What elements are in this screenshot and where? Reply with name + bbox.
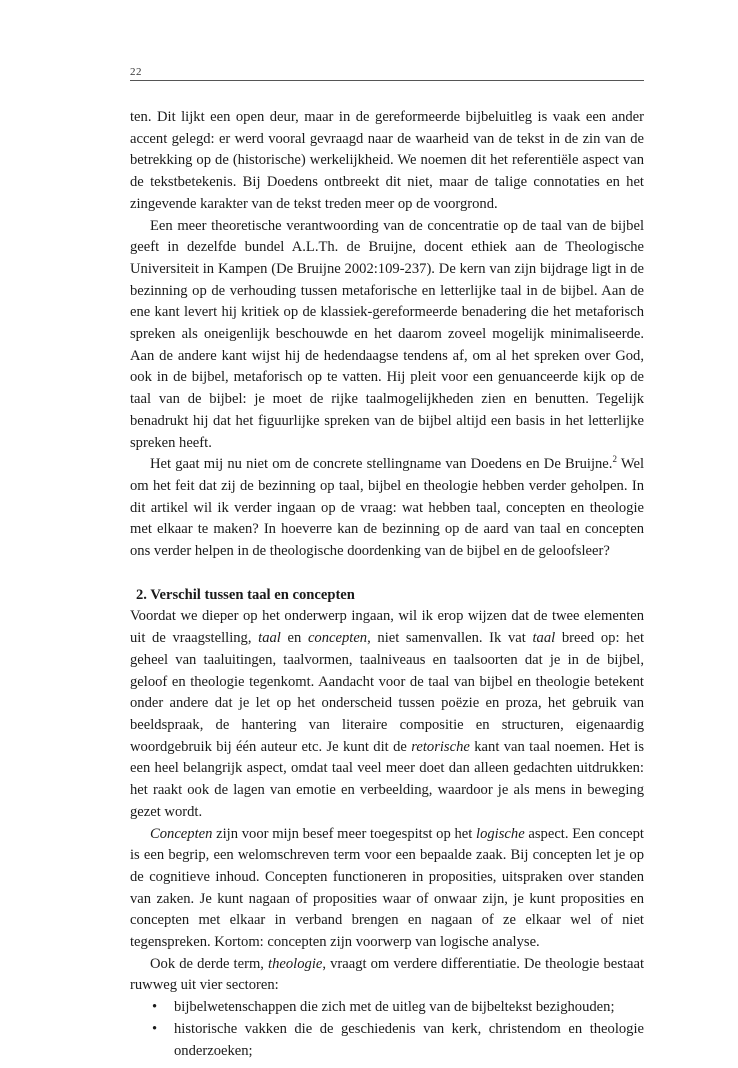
body-text — [130, 107, 644, 1062]
list-item-text: historische vakken die de geschiedenis van kerk, christendom en theologie onderzoeken; — [174, 1020, 644, 1059]
paragraph-1: ten. Dit lijkt een open deur, maar in de gereformeerde bijbeluitleg is vaak een ander accent gelegd: er werd vooral gevraagd naar de waarheid van de tekst in de zin van de betrekking op de (historische) werkelijkheid. We noemen dit het referentiële aspect van de tekstbetekenis. Bij Doedens ontbreekt dit niet, maar de talige connotaties en het zingevende karakter van de tekst treden meer op de voorgrond. — [130, 109, 644, 212]
page-number: 22 — [130, 66, 142, 78]
term-theologie: theologie — [268, 955, 323, 972]
term-taal: taal — [258, 630, 281, 647]
term-taal-2: taal — [532, 630, 556, 647]
term-concepten-2: Concepten — [150, 825, 213, 842]
sector-list — [130, 997, 644, 1062]
paragraph-3-text: Het gaat mij nu niet om de concrete stellingname van Doedens en De Bruijne. — [150, 456, 613, 473]
list-item-text: bijbelwetenschappen die zich met de uitleg van de bijbeltekst bezighouden; — [174, 999, 615, 1016]
paragraph-3-rest: Wel om het feit dat zij de bezinning op taal, bijbel en theologie hebben verder geholpen. In dit artikel wil ik verder ingaan op de vraag: wat hebben taal, concepten en theologie met elkaar te maken? In hoeverre kan de bezinning op de aard van taal en concepten ons verder helpen in de theologische doordenking van de bijbel en de geloofsleer? — [130, 456, 644, 560]
bullet-icon: • — [152, 1020, 158, 1037]
list-item — [130, 997, 644, 1019]
paragraph-6-part-a: Ook de derde term, — [150, 955, 264, 972]
list-item — [130, 1019, 644, 1062]
paragraph-4-part-a: Voordat we dieper op het onderwerp ingaan, wil ik erop wijzen dat de twee elementen uit de vraagstelling, — [130, 608, 644, 647]
paragraph-5 — [130, 824, 644, 954]
paragraph-5-part-b: aspect. Een concept is een begrip, een welomschreven term voor een bepaalde zaak. Bij concepten let je op de cognitieve inhoud. Concepten functioneren in proposities, uitspraken over standen van zaken. Je kunt nagaan of proposities waar of onwaar zijn, je kunt proposities en concepten met elkaar in verband brengen en nagaan of ze elkaar wel of niet tegenspreken. Kortom: concepten zijn voorwerp van logische analyse. — [130, 825, 644, 951]
paragraph-6 — [130, 954, 644, 997]
term-concepten: concepten — [307, 630, 368, 647]
paragraph-6-part-b: , vraagt om verdere differentiatie. De theologie bestaat ruwweg uit vier sectoren: — [130, 955, 644, 994]
paragraph-4-part-b: , niet samenvallen. Ik vat — [367, 630, 526, 647]
paragraph-4 — [130, 606, 644, 823]
section-heading: 2. Verschil tussen taal en concepten — [136, 586, 355, 603]
paragraph-3 — [130, 454, 644, 563]
bullet-icon: • — [152, 999, 158, 1016]
paragraph-4-part-c: breed op: het geheel van taaluitingen, taalvormen, taalniveaus en taalsoorten dat je in de bijbel, geloof en theologie tegenkomt. Aandacht voor de taal van bijbel en theologie betekent onder andere dat je let op het onderscheid tussen poëzie en proza, het gebruik van beeldspraak, de hantering van literaire compositie en structuren, eigenaardig woordgebruik bij één auteur etc. Je kunt dit de — [130, 630, 645, 755]
paragraph-4-part-d: kant van taal noemen. Het is een heel belangrijk aspect, omdat taal veel meer doet dan alleen gedachten uitdrukken: het raakt ook de lagen van emotie en verbeelding, waardoor je als mens in beweging gezet wordt. — [130, 738, 644, 820]
paragraph-4-en: en — [287, 630, 302, 647]
footnote-marker[interactable]: 2 — [612, 454, 617, 465]
term-retorische: retorische — [411, 738, 470, 755]
paragraph-2: Een meer theoretische verantwoording van de concentratie op de taal van de bijbel geeft in dezelfde bundel A.L.Th. de Bruijne, docent ethiek aan de Theologische Universiteit in Kampen (De Bruijne 2002:109-237). De kern van zijn bijdrage ligt in de bezinning op de verhouding tussen metaforische en letterlijke taal in de bijbel. Aan de ene kant levert hij kritiek op de klassiek-gereformeerde benadering die het metaforisch spreken als oneigenlijk beschouwde en het daarom zoveel mogelijk minimaliseerde. Aan de andere kant wijst hij de hedendaagse tendens af, om al het spreken over God, ook in de bijbel, metaforisch op te vatten. Hij pleit voor een genuanceerde kijk op de taal van de bijbel: je moet de rijke taalmogelijkheden zien en benutten. Tegelijk benadrukt hij dat het figuurlijke spreken van de bijbel altijd een basis in het letterlijke spreken heeft. — [130, 217, 644, 451]
term-logische: logische — [476, 825, 525, 842]
paragraph-5-part-a: zijn voor mijn besef meer toegespitst op het — [216, 825, 473, 842]
header-rule — [130, 80, 644, 81]
